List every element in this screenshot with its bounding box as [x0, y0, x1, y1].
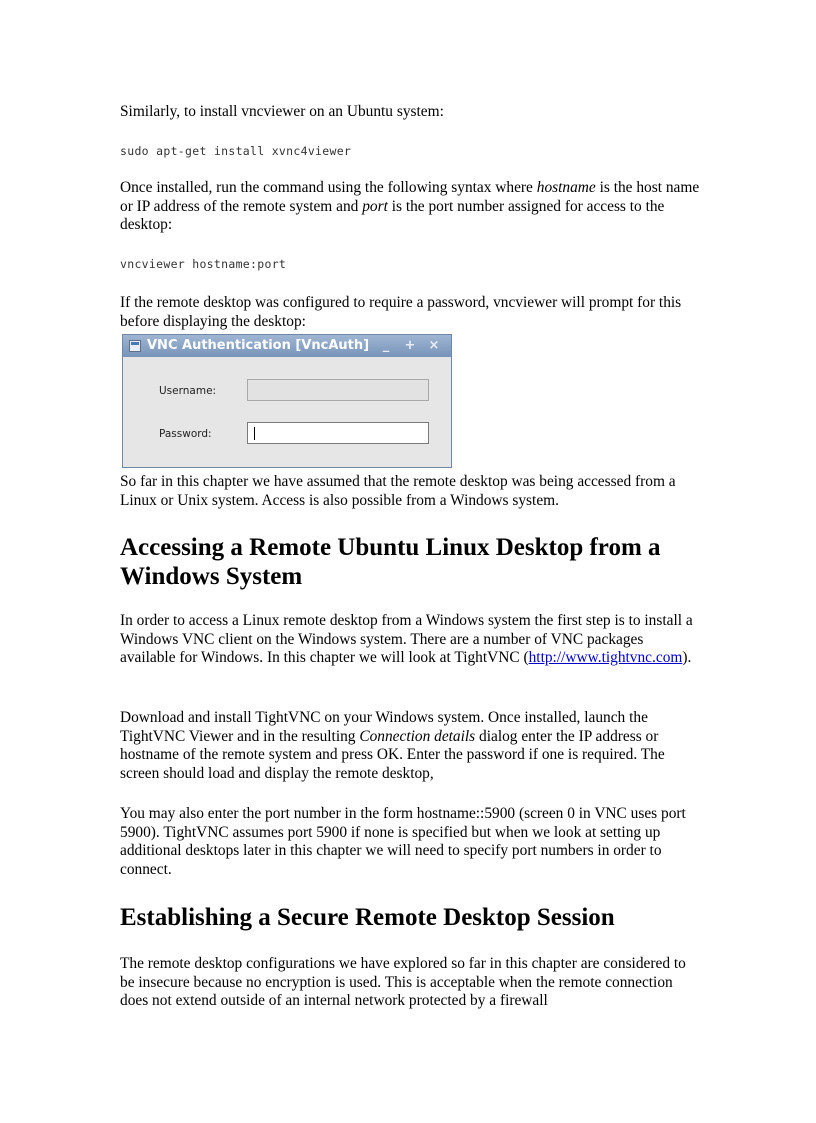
emphasis-hostname: hostname: [536, 179, 596, 196]
paragraph-insecure-config: The remote desktop configurations we have explored so far in this chapter are considered to be insecure because no encryption is used. This is acceptable when the remote connection does not extend outside of an internal network protected by a firewall: [120, 955, 686, 1010]
paragraph-linux-access: So far in this chapter we have assumed that the remote desktop was being accessed from a Linux or Unix system. Access is also possible from a Windows system.: [120, 473, 676, 509]
code-install-command: sudo apt-get install xvnc4viewer: [120, 144, 352, 158]
dialog-title: VNC Authentication [VncAuth]: [147, 338, 370, 353]
text: is the port number assigned for access to the desktop:: [120, 197, 665, 234]
dialog-titlebar[interactable]: [123, 335, 451, 357]
vnc-authentication-dialog: [122, 334, 452, 468]
minimize-icon[interactable]: _: [382, 338, 390, 353]
paragraph-tightvnc-install: [120, 709, 700, 783]
text: dialog enter the IP address or hostname of the remote system and press OK. Enter the password if one is required. The screen should load and display the remote desktop,: [120, 727, 665, 782]
code-run-command: vncviewer hostname:port: [120, 257, 287, 271]
paragraph-windows-client: [120, 612, 700, 668]
heading-windows-access: Accessing a Remote Ubuntu Linux Desktop from a Windows System: [120, 534, 661, 590]
password-label: Password:: [159, 428, 212, 440]
window-icon: [129, 340, 141, 352]
tightvnc-link[interactable]: http://www.tightvnc.com: [528, 649, 683, 667]
maximize-icon[interactable]: +: [404, 338, 416, 353]
text-caret: [254, 427, 255, 440]
text: is the host name or IP address of the remote system and: [120, 179, 700, 215]
paragraph-run-syntax: [120, 179, 700, 235]
password-field[interactable]: [247, 422, 429, 444]
paragraph-port-number: You may also enter the port number in the form hostname::5900 (screen 0 in VNC uses port 5900). TightVNC assumes port 5900 if none is specified but when we look at setting up additional desktops later in this chapter we will need to specify port numbers in order to connect.: [120, 805, 686, 878]
username-field[interactable]: [247, 379, 429, 401]
text: Download and install TightVNC on your Windows system. Once installed, launch the TightVNC Viewer and in the resulting: [120, 709, 648, 745]
text: Once installed, run the command using the following syntax where: [120, 179, 537, 196]
username-label: Username:: [159, 385, 217, 397]
paragraph-install-intro: Similarly, to install vncviewer on an Ubuntu system:: [120, 103, 444, 120]
heading-secure-session: Establishing a Secure Remote Desktop Session: [120, 904, 615, 931]
emphasis-port: port: [362, 197, 388, 215]
text: ).: [682, 649, 692, 667]
emphasis-connection-details: Connection details: [359, 727, 476, 745]
text: In order to access a Linux remote desktop from a Windows system the first step is to install a Windows VNC client on the Windows system. There are a number of VNC packages available for Windows. In this chapter we will look at TightVNC (: [120, 612, 693, 667]
close-icon[interactable]: ×: [428, 338, 440, 353]
paragraph-password-prompt: If the remote desktop was configured to require a password, vncviewer will prompt for this before displaying the desktop:: [120, 294, 682, 330]
